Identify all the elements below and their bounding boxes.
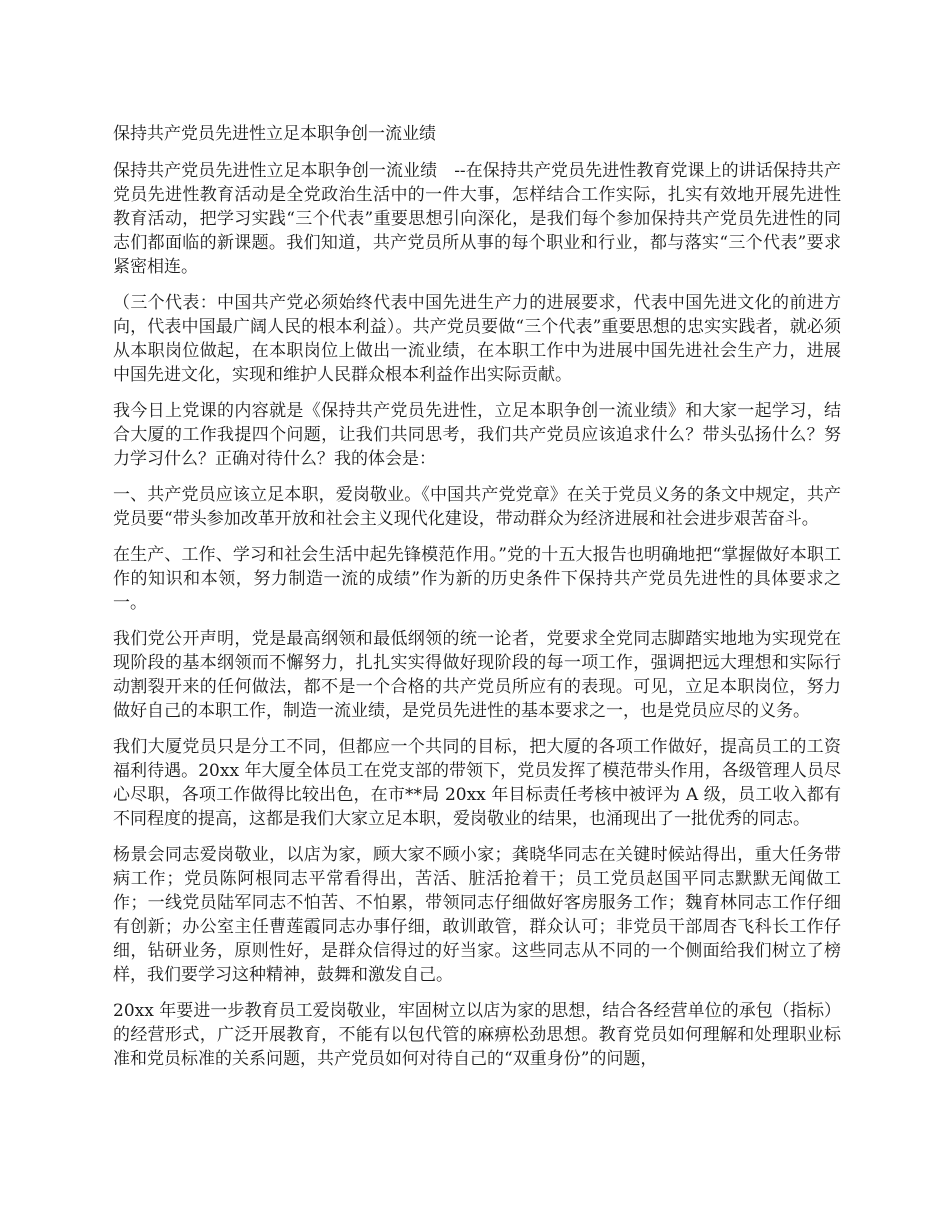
paragraph: 一、共产党员应该立足本职，爱岗敬业。《中国共产党党章》在关于党员义务的条文中规定，共产党员要“带头参加改革开放和社会主义现代化建设，带动群众为经济进展和社会进步艰苦奋斗。 [113,485,841,529]
paragraph: 我今日上党课的内容就是《保持共产党员先进性，立足本职争创一流业绩》和大家一起学习，结合大厦的工作我提四个问题，让我们共同思考，我们共产党员应该追求什么？带头弘扬什么？努力学习什么？正确对待什么？我的体会是： [113,401,841,469]
paragraph: 保持共产党员先进性立足本职争创一流业绩 --在保持共产党员先进性教育党课上的讲话保持共产党员先进性教育活动是全党政治生活中的一件大事，怎样结合工作实际，扎实有效地开展先进性教育活动，把学习实践“三个代表”重要思想引向深化，是我们每个参加保持共产党员先进性的同志们都面临的新课题。我们知道，共产党员所从事的每个职业和行业，都与落实“三个代表”要求紧密相连。 [113,161,841,277]
paragraph: 我们大厦党员只是分工不同，但都应一个共同的目标，把大厦的各项工作做好，提高员工的工资福利待遇。20xx 年大厦全体员工在党支部的带领下，党员发挥了模范带头作用，各级管理人员尽心尽职，各项工作做得比较出色，在市**局 20xx 年目标责任考核中被评为 A 级，员工收入都有不同程度的提高，这都是我们大家立足本职，爱岗敬业的结果，也涌现出了一批优秀的同志。 [113,737,841,829]
document-title: 保持共产党员先进性立足本职争创一流业绩 [113,124,436,144]
paragraph: 我们党公开声明，党是最高纲领和最低纲领的统一论者，党要求全党同志脚踏实地地为实现党在现阶段的基本纲领而不懈努力，扎扎实实得做好现阶段的每一项工作，强调把远大理想和实际行动割裂开来的任何做法，都不是一个合格的共产党员所应有的表现。可见，立足本职岗位，努力做好自己的本职工作，制造一流业绩，是党员先进性的基本要求之一，也是党员应尽的义务。 [113,629,841,721]
document-page [113,122,841,1083]
paragraph: （三个代表：中国共产党必须始终代表中国先进生产力的进展要求，代表中国先进文化的前进方向，代表中国最广阔人民的根本利益）。共产党员要做“三个代表”重要思想的忠实实践者，就必须从本职岗位做起，在本职岗位上做出一流业绩，在本职工作中为进展中国先进社会生产力，进展中国先进文化，实现和维护人民群众根本利益作出实际贡献。 [113,293,841,385]
paragraph: 杨景会同志爱岗敬业，以店为家，顾大家不顾小家；龚晓华同志在关键时候站得出，重大任务带病工作；党员陈阿根同志平常看得出，苦活、脏活抢着干；员工党员赵国平同志默默无闻做工作；一线党员陆军同志不怕苦、不怕累，带领同志仔细做好客房服务工作；魏育林同志工作仔细有创新；办公室主任曹莲霞同志办事仔细，敢训敢管，群众认可；非党员干部周杏飞科长工作仔细，钻研业务，原则性好，是群众信得过的好当家。这些同志从不同的一个侧面给我们树立了榜样，我们要学习这种精神，鼓舞和激发自己。 [113,845,841,985]
paragraph: 20xx 年要进一步教育员工爱岗敬业，牢固树立以店为家的思想，结合各经营单位的承包（指标）的经营形式，广泛开展教育，不能有以包代管的麻痹松劲思想。教育党员如何理解和处理职业标准和党员标准的关系问题，共产党员如何对待自己的“双重身份”的问题， [113,1001,841,1069]
paragraph: 在生产、工作、学习和社会生活中起先锋模范作用。”党的十五大报告也明确地把“掌握做好本职工作的知识和本领，努力制造一流的成绩”作为新的历史条件下保持共产党员先进性的具体要求之一。 [113,545,841,613]
